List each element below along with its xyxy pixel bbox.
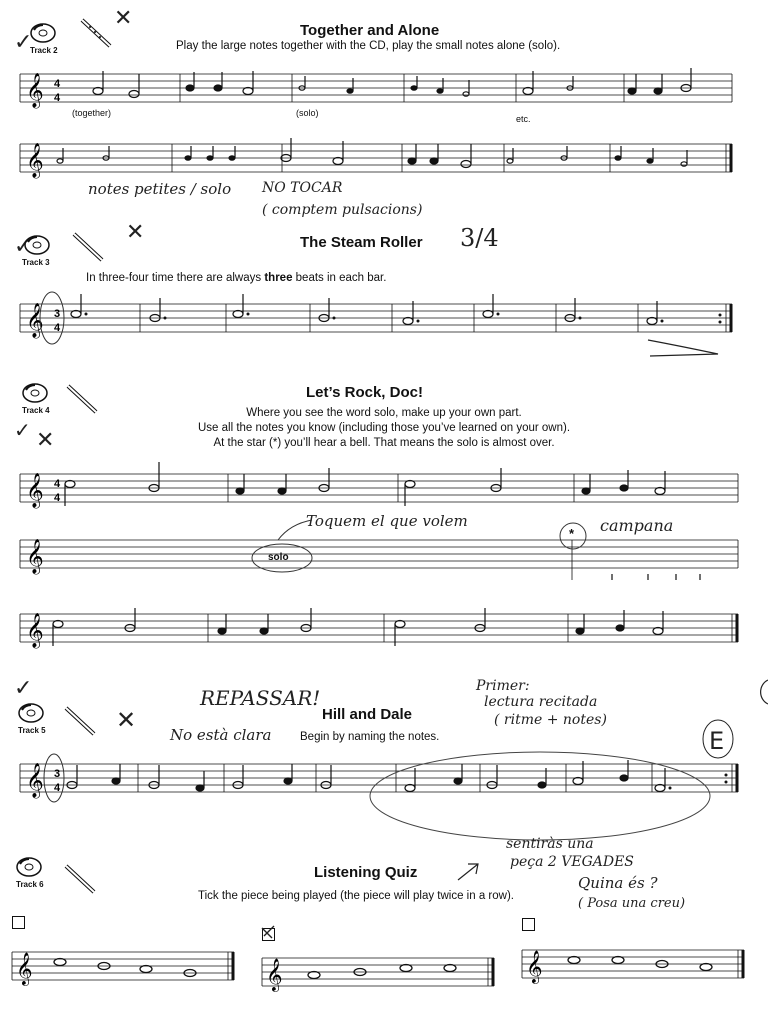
cross-mark: ✕ xyxy=(114,6,133,31)
cross-mark: ✕ xyxy=(116,706,137,734)
handwritten-note: 3/4 xyxy=(460,224,499,252)
piece-instruction: In three-four time there are always three beats in each bar. xyxy=(86,272,387,284)
recorder-icon xyxy=(70,228,106,264)
track-label: Track 5 xyxy=(18,726,46,735)
solo-label: solo xyxy=(268,552,289,563)
handwritten-note: ( comptem pulsacions) xyxy=(262,202,423,218)
svg-text:𝄞: 𝄞 xyxy=(16,952,33,985)
tick-mark: ✓ xyxy=(14,418,31,442)
check-mark-icon xyxy=(260,924,276,940)
svg-text:4: 4 xyxy=(54,478,61,490)
svg-text:4: 4 xyxy=(54,322,61,334)
tick-mark: ✓ xyxy=(14,676,33,701)
cd-icon xyxy=(24,234,50,256)
piece-instruction: Use all the notes you know (including those you’ve learned on your own). xyxy=(197,422,571,434)
track-label: Track 6 xyxy=(16,880,44,889)
handwritten-note: NO TOCAR xyxy=(262,180,343,196)
music-staff xyxy=(20,466,740,516)
cross-mark: ✕ xyxy=(36,428,55,453)
recorder-icon xyxy=(62,860,98,896)
cd-icon xyxy=(16,856,42,878)
tick-mark: ✓ xyxy=(14,234,33,259)
svg-text:𝄞: 𝄞 xyxy=(26,613,44,648)
cross-mark: ✕ xyxy=(126,220,145,245)
handwritten-note: peça 2 VEGADES xyxy=(510,854,634,870)
svg-text:𝄞: 𝄞 xyxy=(26,73,44,108)
recorder-icon xyxy=(62,702,98,738)
svg-text:E: E xyxy=(709,727,725,755)
handwritten-note: Primer: xyxy=(476,678,530,694)
svg-text:3: 3 xyxy=(54,768,61,780)
together-mark: (together) xyxy=(72,108,112,118)
cd-icon xyxy=(22,382,48,404)
piece-instruction: Play the large notes together with the CD, play the small notes alone (solo). xyxy=(176,40,561,52)
svg-text:4: 4 xyxy=(54,92,61,104)
music-staff xyxy=(20,296,740,356)
svg-text:𝄞: 𝄞 xyxy=(26,763,44,798)
music-staff xyxy=(12,946,242,990)
piece-title: The Steam Roller xyxy=(300,234,423,251)
handwritten-note: ( ritme + notes) xyxy=(494,712,607,728)
piece-instruction: At the star (*) you’ll hear a bell. That means the solo is almost over. xyxy=(213,437,555,449)
svg-text:4: 4 xyxy=(54,78,61,90)
handwritten-note: ( Posa una creu) xyxy=(578,896,686,911)
handwritten-note: lectura recitada xyxy=(484,694,598,710)
music-staff xyxy=(20,532,740,588)
music-staff xyxy=(20,136,740,186)
recorder-icon xyxy=(64,380,100,416)
cd-icon xyxy=(18,702,44,724)
music-staff xyxy=(20,66,740,126)
handwritten-note: No està clara xyxy=(170,726,272,744)
quiz-checkbox[interactable] xyxy=(522,918,535,931)
track-label: Track 4 xyxy=(22,406,50,415)
piece-title: Listening Quiz xyxy=(314,864,418,881)
piece-title: Together and Alone xyxy=(300,22,440,39)
svg-text:𝄞: 𝄞 xyxy=(26,143,44,178)
piece-title: Let’s Rock, Doc! xyxy=(306,384,423,401)
handwritten-note: sentiràs una xyxy=(506,836,594,852)
svg-text:𝄞: 𝄞 xyxy=(26,303,44,338)
handwritten-note: notes petites / solo xyxy=(88,180,232,198)
piece-title: Hill and Dale xyxy=(322,706,413,723)
piece-instruction: Begin by naming the notes. xyxy=(300,731,440,743)
music-staff xyxy=(522,944,762,988)
quiz-checkbox[interactable] xyxy=(262,928,275,941)
quiz-checkbox[interactable] xyxy=(12,916,25,929)
solo-mark: (solo) xyxy=(296,108,319,118)
handwritten-note: Toquem el que volem xyxy=(306,512,468,530)
star-label: * xyxy=(569,526,575,541)
svg-text:𝄞: 𝄞 xyxy=(26,539,44,574)
handwritten-note: Quina és ? xyxy=(578,874,658,892)
arrow-annotation xyxy=(454,858,484,884)
handwritten-note: REPASSAR! xyxy=(200,686,321,710)
recorder-icon xyxy=(78,14,114,50)
piece-instruction: Tick the piece being played (the piece will play twice in a row). xyxy=(198,890,514,902)
svg-text:𝄞: 𝄞 xyxy=(26,473,44,508)
tick-mark: ✓ xyxy=(14,30,33,55)
svg-text:𝄞: 𝄞 xyxy=(526,950,543,983)
music-staff xyxy=(20,756,740,866)
piece-instruction: Where you see the word solo, make up your own part. xyxy=(246,407,522,419)
svg-text:4: 4 xyxy=(54,492,61,504)
track-label: Track 2 xyxy=(30,46,58,55)
etc-mark: etc. xyxy=(516,114,531,124)
handwritten-note: campana xyxy=(600,516,674,535)
music-staff xyxy=(262,952,502,996)
cd-icon xyxy=(30,22,56,44)
music-staff xyxy=(20,606,740,662)
svg-text:4: 4 xyxy=(54,782,61,794)
partial-circle xyxy=(744,676,768,706)
track-label: Track 3 xyxy=(22,258,50,267)
svg-text:𝄞: 𝄞 xyxy=(266,958,283,991)
svg-text:3: 3 xyxy=(54,308,61,320)
